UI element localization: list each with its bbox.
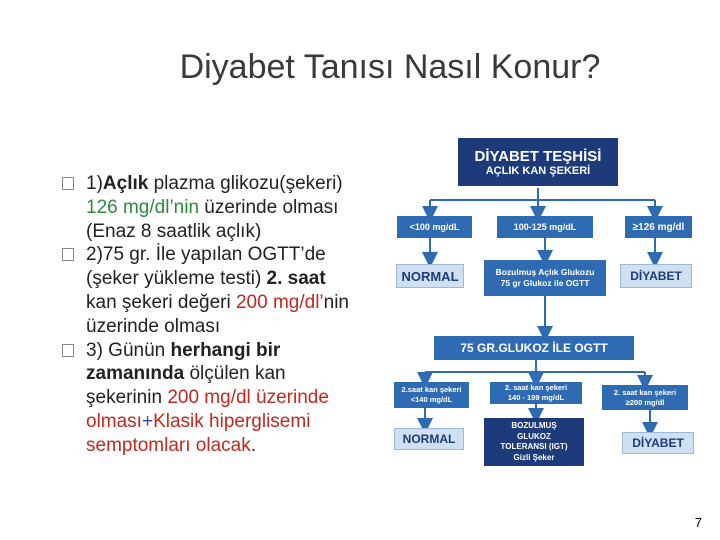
page-number: 7 [694,515,702,530]
diabetes-box-1: DİYABET [620,264,692,288]
igt-line-2: GLUKOZ [517,431,551,441]
two-hour-high-line-2: ≥200 mg/dl [625,397,665,407]
ifg-line-1: Bozulmuş Açlık Glukozu [495,267,595,277]
igt-line-1: BOZULMUŞ [511,421,557,430]
header-title: DİYABET TEŞHİSİ [474,147,602,165]
fasting-low-box: <100 mg/dL [397,216,472,238]
item1-text-1: 1) [86,173,103,194]
item2-text-1: 2)75 gr. İle yapılan OGTT’de (şeker yükleme testi) [86,244,326,290]
item2-text-4: 200 mg/dl’ [235,291,324,313]
item2-text-2: 2. saat [266,268,326,290]
item2-text-5: nin üzerinde olması [86,291,349,337]
diagnosis-header [458,138,618,186]
item1-text-3: plazma glikozu(şekeri) [148,173,343,194]
item1-text-4: 126 mg/dl’nin [86,196,200,218]
page-title: Diyabet Tanısı Nasıl Konur? [179,48,601,86]
two-hour-low-box [394,382,469,408]
diabetes-box-2: DİYABET [622,432,694,454]
item3-text-3: ölçülen kan şekerinin [86,363,286,409]
item3-text-4: 200 mg/dl üzerinde olması [86,387,329,432]
two-hour-mid-line-1: 2. saat kan şekeri [504,383,568,392]
two-hour-mid-line-2: 140 - 199 mg/dL [507,393,565,402]
two-hour-high-box [602,385,688,410]
ifg-line-2: 75 gr Glukoz ile OGTT [500,278,590,288]
two-hour-low-line-2: <140 mg/dL [410,395,453,404]
item2-text-3: kan şekeri değeri [86,291,236,313]
fasting-high-box: ≥126 mg/dl [625,216,692,238]
header-subtitle: AÇLIK KAN ŞEKERİ [485,164,591,177]
normal-box-1: NORMAL [396,264,464,288]
igt-box [484,418,584,466]
fasting-mid-box: 100-125 mg/dL [497,216,593,238]
two-hour-high-line-1: 2. saat kan şekeri [613,387,677,397]
two-hour-mid-box [490,382,582,404]
item3-text-5: + [141,410,154,432]
item1-text-5: üzerinde olması (Enaz 8 saatlik açlık) [86,196,339,242]
two-hour-low-line-1: 2.saat kan şekeri [401,385,462,394]
item3-text-1: 3) Günün [86,339,171,361]
item3-text-2: herhangi bir zamanında [86,339,281,385]
igt-line-3: TOLERANSI (IGT) [500,442,568,451]
item3-text-6: Klasik hiperglisemi semptomları olacak [86,410,311,456]
impaired-fasting-box [484,260,606,296]
item1-text-2: Açlık [102,173,149,194]
normal-box-2: NORMAL [394,428,464,450]
igt-line-4: Gizli Şeker [513,452,555,462]
ogtt-box: 75 GR.GLUKOZ İLE OGTT [434,336,634,360]
item3-text-7: . [250,434,257,456]
